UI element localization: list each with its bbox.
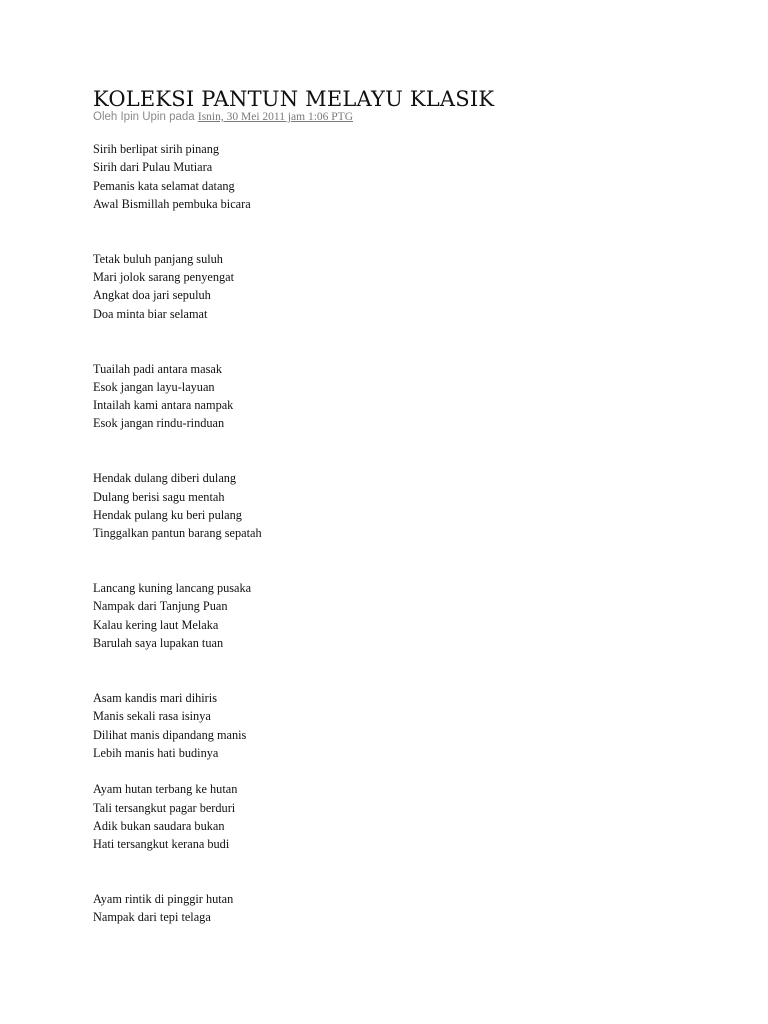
pantun-line: Asam kandis mari dihiris: [93, 690, 217, 705]
pantun-line: Esok jangan rindu-rinduan: [93, 416, 225, 431]
byline-date-link[interactable]: Isnin, 30 Mei 2011 jam 1:06 PTG: [197, 111, 353, 123]
pantun-stanza: [93, 579, 262, 652]
pantun-stanza: [93, 890, 262, 927]
pantun-line: Barulah saya lupakan tuan: [93, 636, 224, 651]
pantun-line: Nampak dari tepi telaga: [93, 910, 211, 925]
byline: [93, 111, 353, 123]
pantun-line: Esok jangan layu-layuan: [93, 379, 215, 394]
pantun-line: Ayam hutan terbang ke hutan: [93, 782, 238, 797]
pantun-line: Lebih manis hati budinya: [93, 745, 219, 760]
pantun-line: Ayam rintik di pinggir hutan: [93, 892, 234, 907]
pantun-stanza: [93, 360, 262, 433]
pantun-line: Awal Bismillah pembuka bicara: [93, 196, 251, 211]
pantun-line: Sirih berlipat sirih pinang: [93, 142, 220, 156]
pantun-line: Nampak dari Tanjung Puan: [93, 599, 228, 614]
pantun-line: Dulang berisi sagu mentah: [93, 489, 225, 504]
pantun-line: Hendak pulang ku beri pulang: [93, 507, 242, 522]
pantun-stanza: [93, 780, 262, 853]
pantun-line: Tinggalkan pantun barang sepatah: [93, 526, 262, 541]
pantun-line: Adik bukan saudara bukan: [93, 818, 225, 833]
pantun-stanza: [93, 469, 262, 542]
pantun-line: Mari jolok sarang penyengat: [93, 270, 235, 285]
document-title: KOLEKSI PANTUN MELAYU KLASIK: [93, 87, 495, 111]
pantun-line: Tetak buluh panjang suluh: [93, 251, 223, 266]
pantun-collection: [93, 140, 262, 927]
pantun-stanza: [93, 689, 262, 762]
pantun-line: Hati tersangkut kerana budi: [93, 837, 230, 852]
pantun-line: Doa minta biar selamat: [93, 306, 208, 321]
pantun-line: Intailah kami antara nampak: [93, 398, 234, 413]
pantun-stanza: [93, 250, 262, 323]
pantun-stanza: [93, 140, 262, 213]
pantun-line: Pemanis kata selamat datang: [93, 178, 235, 193]
byline-author: Oleh Ipin Upin pada: [93, 111, 198, 123]
pantun-line: Tuailah padi antara masak: [93, 361, 222, 376]
pantun-line: Angkat doa jari sepuluh: [93, 288, 211, 303]
pantun-line: Hendak dulang diberi dulang: [93, 471, 237, 486]
pantun-line: Manis sekali rasa isinya: [93, 709, 211, 724]
pantun-line: Sirih dari Pulau Mutiara: [93, 160, 213, 175]
pantun-line: Dilihat manis dipandang manis: [93, 727, 247, 742]
pantun-line: Kalau kering laut Melaka: [93, 617, 219, 632]
pantun-line: Lancang kuning lancang pusaka: [93, 581, 252, 596]
pantun-line: Tali tersangkut pagar berduri: [93, 800, 236, 815]
